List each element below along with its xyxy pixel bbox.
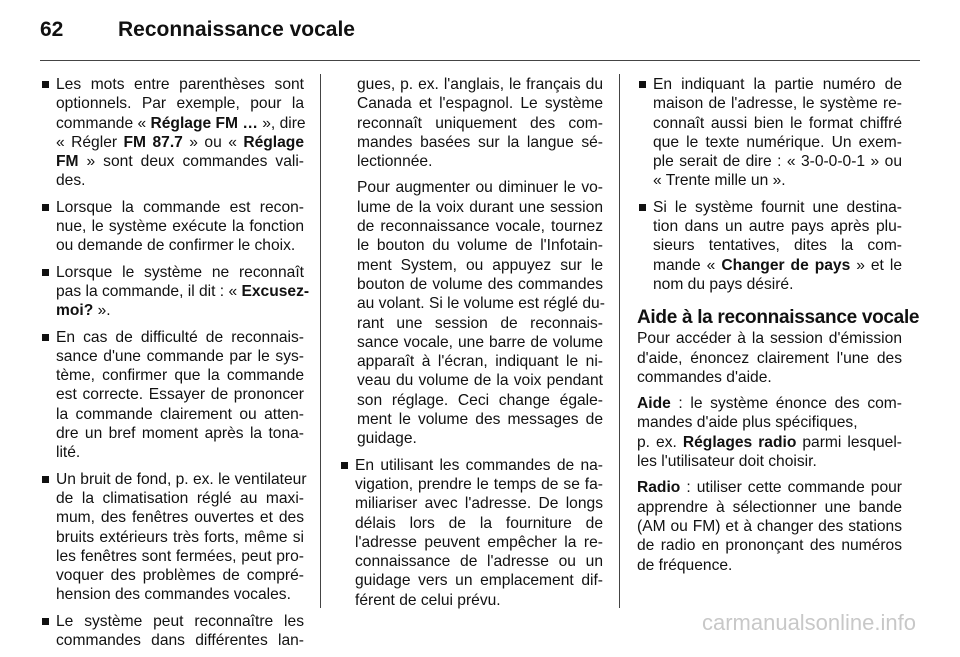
page-header (40, 18, 355, 48)
list-item: Les mots entre parenthèses sont optionnels. Par exemple, pour la commande « Réglage FM … », dire « Régler FM 87.7 » ou « Réglage FM » sont deux commandes vali- des. (40, 75, 304, 191)
page-title: Reconnaissance vocale (118, 18, 355, 41)
paragraph: gues, p. ex. l'anglais, le français du Canada et l'espagnol. Le système reconnaît uniquement des com- mandes basées sur la langue sé- lectionnée. (357, 76, 603, 171)
bullet-square-icon (42, 334, 49, 341)
column-3 (637, 75, 920, 582)
list-item: Le système peut reconnaître les commandes dans différentes lan- (40, 612, 304, 651)
list-item: En utilisant les commandes de na- vigation, prendre le temps de se fa- miliariser avec l'adresse. De longs délais lors de la fourniture de l'adresse peuvent empêcher la re- connaissance de l'adresse ou un guidage vers un emplacement dif- férent de celui prévu. (339, 456, 603, 610)
bullet-square-icon (42, 476, 49, 483)
paragraph: Pour accéder à la session d'émission d'aide, énoncez clairement l'une des commandes d'aide. (637, 330, 902, 386)
list-item: Lorsque le système ne reconnaît pas la commande, il dit : « Excusez- moi? ». (40, 263, 304, 321)
bullet-square-icon (42, 81, 49, 88)
bullet-square-icon (639, 204, 646, 211)
paragraph: Pour augmenter ou diminuer le vo- lume de la voix durant une session de reconnaissance vocale, tournez le bouton du volume de l'Infotain- ment System, ou appuyez sur le bouton de volume des commandes au volant. Si le volume est réglé du- rant une session de reconnais- sance vocale, une barre de volume apparaît à l'écran, indiquant le ni- veau du volume de la voix pendant son réglage. Ceci change égale- ment le volume des messages de guidage. (357, 179, 605, 448)
list-item: Lorsque la commande est recon- nue, le système exécute la fonction ou demande de confirmer le choix. (40, 198, 304, 256)
column-divider (320, 74, 321, 608)
column-2 (339, 75, 603, 617)
paragraph: Radio : utiliser cette commande pour apprendre à sélectionner une bande (AM ou FM) et à changer des stations de radio en prononçant des numéros de fréquence. (637, 479, 902, 574)
bullet-square-icon (42, 204, 49, 211)
column-1 (40, 75, 310, 657)
list-item: En cas de difficulté de reconnais- sance d'une commande par le sys- tème, confirmer que la commande est correcte. Essayer de prononcer la commande clairement ou atten- dre un bref moment après la tona- lité. (40, 328, 304, 463)
paragraph: Aide : le système énonce des com- mandes d'aide plus spécifiques, p. ex. Réglages radio parmi lesquel- les l'utilisateur doit choisir. (637, 395, 902, 471)
watermark: carmanualsonline.info (701, 610, 916, 635)
column-divider (619, 74, 620, 608)
list-item: Un bruit de fond, p. ex. le ventilateur de la climatisation réglé au maxi- mum, des fenêtres ouvertes et des bruits extérieurs très forts, même si les fenêtres sont fermées, peut pro- voquer des problèmes de compré- hension des commandes vocales. (40, 470, 304, 605)
bullet-square-icon (639, 81, 646, 88)
list-item: Si le système fournit une destina- tion dans un autre pays après plu- sieurs tentatives, dites la com- mande « Changer de pays » et le nom du pays désiré. (637, 198, 902, 294)
section-heading: Aide à la reconnaissance vocale (637, 307, 920, 329)
header-rule (40, 60, 920, 61)
bullet-square-icon (42, 618, 49, 625)
page-number: 62 (40, 18, 64, 41)
bullet-square-icon (42, 269, 49, 276)
bullet-square-icon (341, 462, 348, 469)
list-item: En indiquant la partie numéro de maison de l'adresse, le système re- connaît aussi bien le format chiffré que le texte numérique. Un exem- ple serait de dire : « 3-0-0-0-1 » ou « Trente mille un ». (637, 75, 902, 191)
